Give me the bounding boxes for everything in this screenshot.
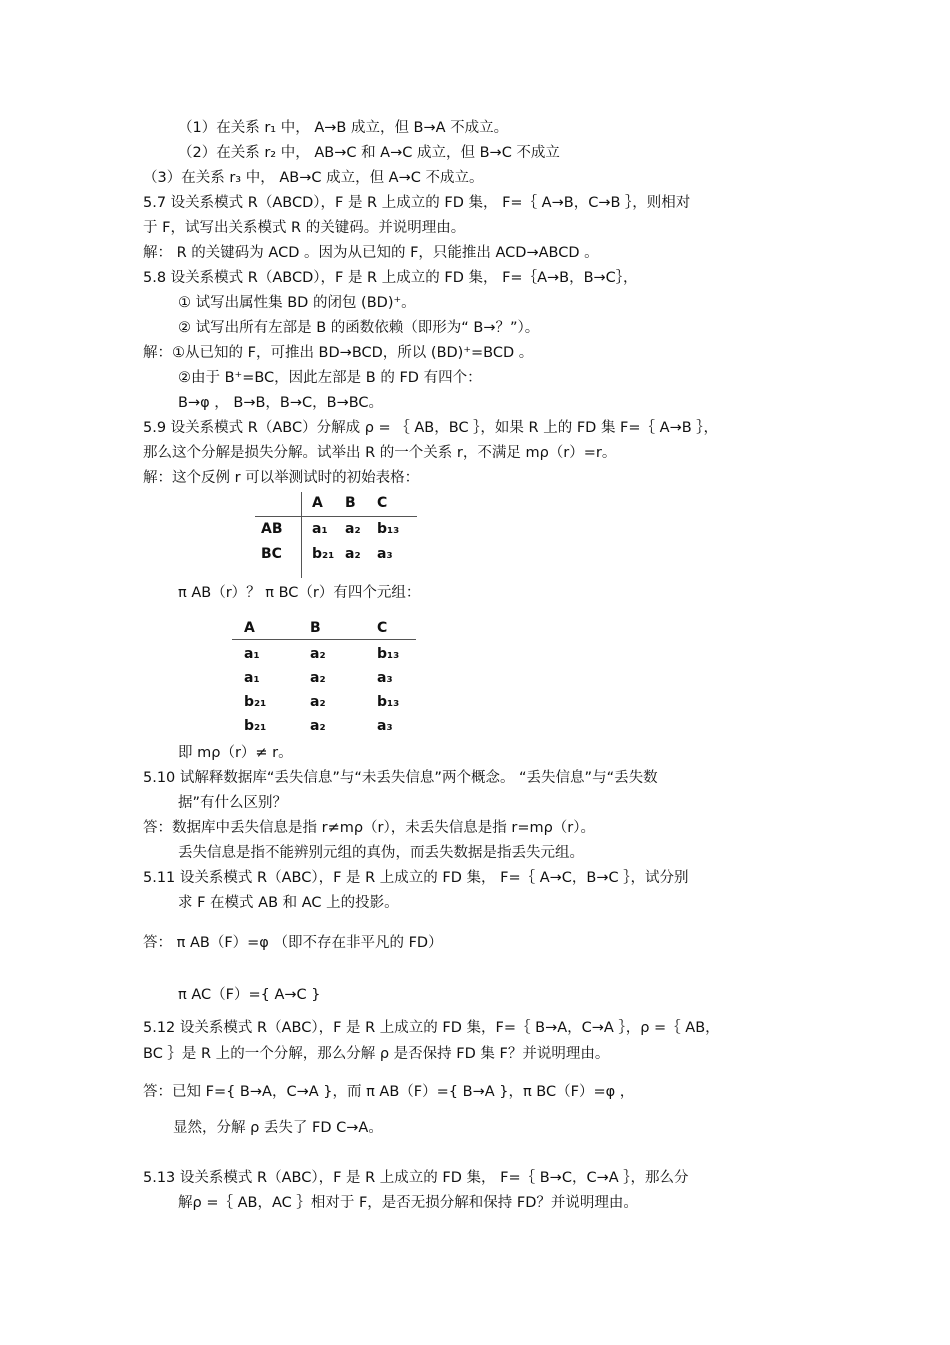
tableau-cell: a₃ [377, 546, 393, 562]
text-line-8: ① 试写出属性集 BD 的闭包 (BD)⁺。 [178, 295, 416, 311]
tableau-col-a: A [312, 495, 323, 511]
text-line-19: 据”有什么区别？ [178, 795, 288, 811]
text-line-12: B→φ ， B→B，B→C，B→BC。 [178, 395, 384, 411]
tuples-table [232, 618, 422, 743]
text-line-23: 求 F 在模式 AB 和 AC 上的投影。 [178, 895, 399, 911]
tuples-cell: b₁₃ [377, 694, 400, 710]
text-line-13: 5.9 设关系模式 R（ABC）分解成 ρ = ｛ AB，BC ｝，如果 R 上的 FD 集 F=｛ A→B ｝， [143, 420, 719, 436]
tableau-label-rule [301, 492, 302, 578]
text-line-14: 那么这个分解是损失分解。试举出 R 的一个关系 r，不满足 mρ（r）=r。 [143, 445, 617, 461]
text-line-25: π AC（F）={ A→C } [178, 987, 321, 1003]
text-line-24: 答： π AB（F）=φ （即不存在非平凡的 FD） [143, 935, 443, 951]
text-line-10: 解：①从已知的 F，可推出 BD→BCD，所以 (BD)⁺=BCD 。 [143, 345, 534, 361]
text-line-11: ②由于 B⁺=BC，因此左部是 B 的 FD 有四个： [178, 370, 482, 386]
text-line-26: 5.12 设关系模式 R（ABC），F 是 R 上成立的 FD 集，F=｛ B→A，C→A ｝，ρ =｛ AB， [143, 1020, 720, 1036]
text-line-9: ② 试写出所有左部是 B 的函数依赖（即形为“ B→？”）。 [178, 320, 540, 336]
text-line-4: 5.7 设关系模式 R（ABCD），F 是 R 上成立的 FD 集， F=｛ A→B，C→B ｝，则相对 [143, 195, 691, 211]
tableau-row-label: BC [261, 546, 282, 562]
text-line-7: 5.8 设关系模式 R（ABCD），F 是 R 上成立的 FD 集， F=｛A→B，B→C｝， [143, 270, 638, 286]
tableau-cell: a₁ [312, 521, 328, 537]
tuples-cell: b₂₁ [244, 694, 267, 710]
text-line-18: 5.10 试解释数据库“丢失信息”与“未丢失信息”两个概念。 “丢失信息”与“丢失数 [143, 770, 658, 786]
tableau-col-b: B [345, 495, 356, 511]
tableau-cell: a₂ [345, 546, 361, 562]
text-line-20: 答：数据库中丢失信息是指 r≠mρ（r），未丢失信息是指 r=mρ（r）。 [143, 820, 596, 836]
text-line-15: 解：这个反例 r 可以举测试时的初始表格： [143, 470, 420, 486]
text-line-29: 显然，分解 ρ 丢失了 FD C→A。 [173, 1120, 383, 1136]
tuples-cell: b₂₁ [244, 718, 267, 734]
tableau-cell: b₁₃ [377, 521, 400, 537]
text-line-21: 丢失信息是指不能辨别元组的真伪，而丢失数据是指丢失元组。 [178, 845, 584, 861]
tuples-cell: a₁ [244, 646, 260, 662]
tuples-cell: a₂ [310, 646, 326, 662]
tuples-cell: a₂ [310, 718, 326, 734]
tableau-header-rule [255, 516, 417, 517]
text-line-22: 5.11 设关系模式 R（ABC），F 是 R 上成立的 FD 集， F=｛ A→C，B→C ｝，试分别 [143, 870, 689, 886]
text-line-31: 解ρ =｛ AB，AC ｝相对于 F，是否无损分解和保持 FD？并说明理由。 [178, 1195, 638, 1211]
tuples-cell: a₂ [310, 670, 326, 686]
tuples-cell: a₁ [244, 670, 260, 686]
tableau-col-c: C [377, 495, 388, 511]
tuples-cell: a₂ [310, 694, 326, 710]
tableau-cell: b₂₁ [312, 546, 335, 562]
tuples-col-b: B [310, 620, 321, 636]
tableau-cell: a₂ [345, 521, 361, 537]
initial-tableau [255, 492, 425, 582]
tuples-cell: b₁₃ [377, 646, 400, 662]
tuples-header-rule [232, 639, 416, 640]
text-line-16: π AB（r）？ π BC（r）有四个元组： [178, 585, 421, 601]
text-line-5: 于 F，试写出关系模式 R 的关键码。并说明理由。 [143, 220, 466, 236]
tuples-cell: a₃ [377, 670, 393, 686]
text-line-3: （3）在关系 r₃ 中， AB→C 成立，但 A→C 不成立。 [143, 170, 484, 186]
tableau-row-label: AB [261, 521, 283, 537]
text-line-28: 答：已知 F={ B→A，C→A }，而 π AB（F）={ B→A }，π BC（F）=φ ， [143, 1084, 635, 1100]
text-line-30: 5.13 设关系模式 R（ABC），F 是 R 上成立的 FD 集， F=｛ B→C，C→A ｝，那么分 [143, 1170, 689, 1186]
text-line-27: BC ｝是 R 上的一个分解，那么分解 ρ 是否保持 FD 集 F？并说明理由。 [143, 1046, 610, 1062]
text-line-17: 即 mρ（r）≠ r。 [178, 745, 293, 761]
text-line-2: （2）在关系 r₂ 中， AB→C 和 A→C 成立，但 B→C 不成立 [178, 145, 560, 161]
tuples-col-c: C [377, 620, 388, 636]
text-line-1: （1）在关系 r₁ 中， A→B 成立，但 B→A 不成立。 [178, 120, 509, 136]
tuples-col-a: A [244, 620, 255, 636]
text-line-6: 解： R 的关键码为 ACD 。因为从已知的 F，只能推出 ACD→ABCD 。 [143, 245, 599, 261]
tuples-cell: a₃ [377, 718, 393, 734]
